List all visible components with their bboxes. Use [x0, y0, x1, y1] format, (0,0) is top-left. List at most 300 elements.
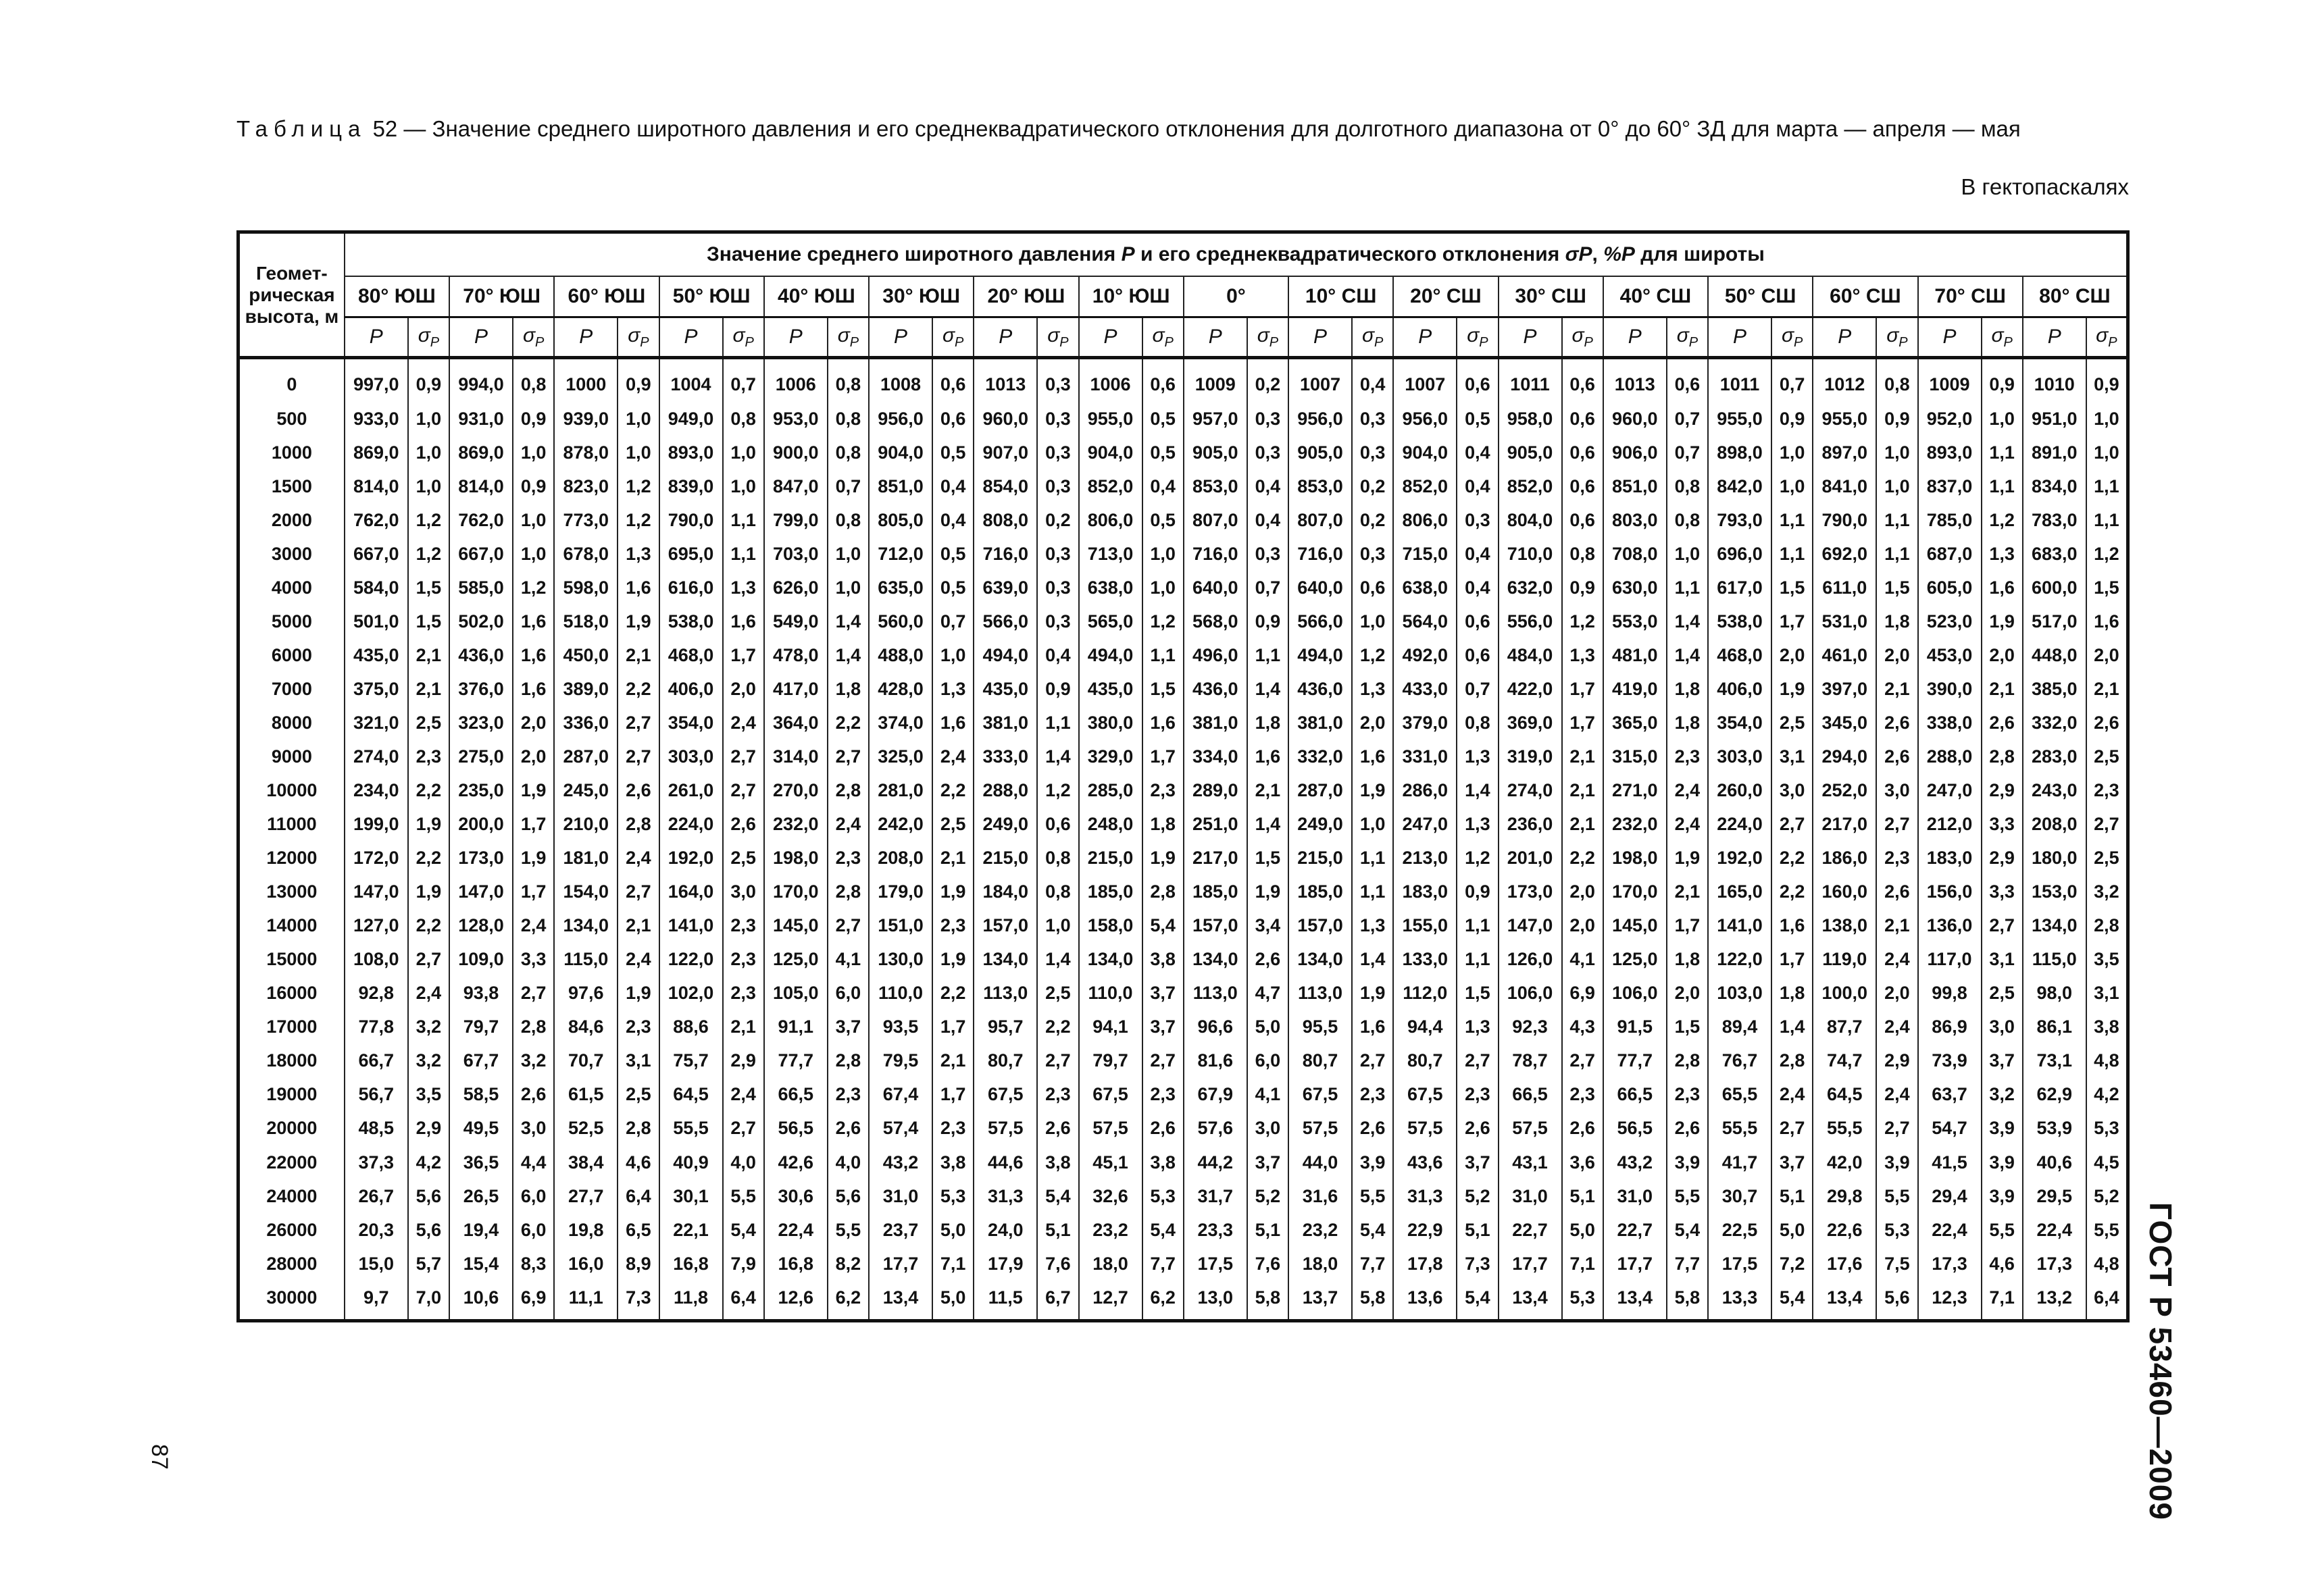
sigma-cell: 2,7	[828, 909, 869, 943]
symbol-header-row	[238, 317, 2128, 358]
pressure-cell: 1011	[1708, 358, 1771, 403]
sigma-cell: 1,9	[408, 875, 449, 909]
pressure-cell: 481,0	[1603, 639, 1667, 673]
pressure-cell: 319,0	[1499, 740, 1562, 774]
sigma-cell: 1,6	[513, 604, 554, 638]
sigma-cell: 0,9	[1876, 402, 1917, 436]
pressure-cell: 842,0	[1708, 469, 1771, 503]
pressure-cell: 598,0	[554, 571, 618, 604]
pressure-cell: 878,0	[554, 436, 618, 469]
pressure-cell: 77,8	[345, 1010, 408, 1044]
sigma-cell: 2,3	[1352, 1078, 1393, 1112]
table-body	[238, 358, 2128, 1321]
sigma-cell: 3,7	[1457, 1145, 1498, 1179]
pressure-cell: 29,5	[2023, 1179, 2086, 1213]
sigma-cell: 2,3	[723, 943, 764, 977]
pressure-cell: 365,0	[1603, 706, 1667, 740]
pressure-cell: 186,0	[1813, 842, 1876, 875]
pressure-cell: 331,0	[1393, 740, 1457, 774]
sigma-cell: 5,0	[1771, 1213, 1813, 1247]
sigma-column-header: $\sigma_P$	[1982, 317, 2023, 358]
sigma-cell: 0,5	[932, 571, 974, 604]
latitude-header: 10° СШ	[1288, 276, 1393, 317]
sigma-cell: 0,6	[1562, 469, 1603, 503]
height-cell: 3000	[238, 537, 345, 571]
pressure-cell: 66,5	[1499, 1078, 1562, 1112]
sigma-cell: 3,2	[408, 1044, 449, 1078]
pressure-cell: 67,5	[1393, 1078, 1457, 1112]
pressure-cell: 381,0	[974, 706, 1037, 740]
sigma-cell: 0,6	[932, 402, 974, 436]
pressure-cell: 949,0	[659, 402, 723, 436]
pressure-cell: 134,0	[2023, 909, 2086, 943]
pressure-cell: 283,0	[2023, 740, 2086, 774]
sigma-cell: 1,1	[1876, 503, 1917, 537]
sigma-cell: 0,3	[1037, 571, 1078, 604]
pressure-cell: 247,0	[1918, 774, 1982, 808]
sigma-cell: 1,6	[513, 639, 554, 673]
pressure-cell: 37,3	[345, 1145, 408, 1179]
sigma-cell: 1,6	[1352, 1010, 1393, 1044]
pressure-cell: 87,7	[1813, 1010, 1876, 1044]
pressure-cell: 156,0	[1918, 875, 1982, 909]
sigma-cell: 2,3	[1037, 1078, 1078, 1112]
pressure-cell: 86,1	[2023, 1010, 2086, 1044]
sigma-cell: 0,4	[1352, 358, 1393, 403]
pressure-cell: 12,7	[1079, 1281, 1142, 1320]
pressure-cell: 127,0	[345, 909, 408, 943]
pressure-cell: 10,6	[449, 1281, 513, 1320]
pressure-cell: 904,0	[1079, 436, 1142, 469]
pressure-cell: 15,4	[449, 1247, 513, 1281]
pressure-cell: 172,0	[345, 842, 408, 875]
pressure-cell: 217,0	[1813, 808, 1876, 842]
height-cell: 0	[238, 358, 345, 403]
pressure-cell: 354,0	[659, 706, 723, 740]
sigma-cell: 3,0	[1876, 774, 1917, 808]
sigma-cell: 2,0	[1876, 977, 1917, 1010]
sigma-cell: 3,9	[1982, 1145, 2023, 1179]
table-row	[238, 808, 2128, 842]
sigma-cell: 1,4	[1037, 740, 1078, 774]
sigma-cell: 0,4	[1037, 639, 1078, 673]
pressure-cell: 155,0	[1393, 909, 1457, 943]
sigma-cell: 2,0	[723, 673, 764, 706]
pressure-cell: 274,0	[1499, 774, 1562, 808]
sigma-cell: 3,0	[513, 1112, 554, 1145]
stub-header: Геомет-рическая высота, м	[238, 232, 345, 358]
table-row	[238, 706, 2128, 740]
sigma-cell: 7,7	[1142, 1247, 1184, 1281]
sigma-cell: 0,4	[1457, 436, 1498, 469]
sigma-cell: 5,1	[1771, 1179, 1813, 1213]
latitude-header: 70° СШ	[1918, 276, 2023, 317]
sigma-cell: 1,4	[828, 604, 869, 638]
sigma-cell: 3,0	[1247, 1112, 1288, 1145]
sigma-cell: 5,1	[1037, 1213, 1078, 1247]
pressure-cell: 134,0	[1184, 943, 1247, 977]
pressure-cell: 110,0	[1079, 977, 1142, 1010]
sigma-cell: 1,1	[1352, 842, 1393, 875]
p-column-header: P	[1918, 317, 1982, 358]
pressure-cell: 18,0	[1079, 1247, 1142, 1281]
sigma-cell: 1,1	[723, 537, 764, 571]
sigma-cell: 1,0	[723, 469, 764, 503]
pressure-cell: 715,0	[1393, 537, 1457, 571]
sigma-cell: 7,2	[1771, 1247, 1813, 1281]
sigma-cell: 2,2	[408, 842, 449, 875]
pressure-cell: 16,8	[764, 1247, 828, 1281]
sigma-cell: 1,0	[1771, 436, 1813, 469]
sigma-cell: 1,0	[1982, 402, 2023, 436]
pressure-cell: 84,6	[554, 1010, 618, 1044]
table-row	[238, 436, 2128, 469]
sigma-cell: 3,4	[1247, 909, 1288, 943]
pressure-cell: 566,0	[974, 604, 1037, 638]
sigma-cell: 2,4	[932, 740, 974, 774]
pressure-cell: 716,0	[1288, 537, 1352, 571]
pressure-cell: 640,0	[1184, 571, 1247, 604]
sigma-cell: 1,1	[1876, 537, 1917, 571]
pressure-cell: 667,0	[345, 537, 408, 571]
pressure-cell: 951,0	[2023, 402, 2086, 436]
sigma-cell: 5,0	[1562, 1213, 1603, 1247]
pressure-cell: 683,0	[2023, 537, 2086, 571]
pressure-cell: 13,4	[1813, 1281, 1876, 1320]
pressure-cell: 147,0	[1499, 909, 1562, 943]
pressure-cell: 611,0	[1813, 571, 1876, 604]
sigma-cell: 0,3	[1247, 436, 1288, 469]
sigma-cell: 4,2	[408, 1145, 449, 1179]
sigma-cell: 1,7	[513, 808, 554, 842]
sigma-cell: 1,5	[1667, 1010, 1708, 1044]
pressure-cell: 30,1	[659, 1179, 723, 1213]
sigma-cell: 0,5	[932, 537, 974, 571]
table-row	[238, 1281, 2128, 1320]
sigma-cell: 4,6	[618, 1145, 659, 1179]
pressure-cell: 236,0	[1499, 808, 1562, 842]
p-column-header: P	[1079, 317, 1142, 358]
sigma-cell: 0,3	[1037, 537, 1078, 571]
sigma-cell: 0,6	[1352, 571, 1393, 604]
pressure-cell: 110,0	[869, 977, 932, 1010]
sigma-cell: 3,1	[618, 1044, 659, 1078]
pressure-cell: 157,0	[1288, 909, 1352, 943]
sigma-cell: 2,0	[1352, 706, 1393, 740]
sigma-cell: 1,6	[723, 604, 764, 638]
sigma-cell: 5,4	[1457, 1281, 1498, 1320]
pressure-cell: 639,0	[974, 571, 1037, 604]
caption-label: Таблица	[236, 116, 367, 141]
pressure-cell: 538,0	[1708, 604, 1771, 638]
pressure-cell: 36,5	[449, 1145, 513, 1179]
pressure-cell: 49,5	[449, 1112, 513, 1145]
sigma-cell: 4,3	[1562, 1010, 1603, 1044]
pressure-cell: 145,0	[1603, 909, 1667, 943]
sigma-cell: 1,5	[1247, 842, 1288, 875]
pressure-cell: 64,5	[659, 1078, 723, 1112]
sigma-cell: 3,6	[1562, 1145, 1603, 1179]
table-row	[238, 1112, 2128, 1145]
sigma-cell: 2,0	[2086, 639, 2128, 673]
pressure-cell: 26,7	[345, 1179, 408, 1213]
sigma-cell: 0,3	[1247, 537, 1288, 571]
sigma-cell: 2,3	[1562, 1078, 1603, 1112]
sigma-cell: 1,0	[618, 436, 659, 469]
pressure-cell: 692,0	[1813, 537, 1876, 571]
pressure-cell: 54,7	[1918, 1112, 1982, 1145]
latitude-header: 80° СШ	[2023, 276, 2128, 317]
pressure-cell: 247,0	[1393, 808, 1457, 842]
sigma-cell: 1,7	[932, 1078, 974, 1112]
sigma-cell: 1,9	[618, 977, 659, 1010]
pressure-cell: 66,7	[345, 1044, 408, 1078]
pressure-cell: 605,0	[1918, 571, 1982, 604]
pressure-cell: 852,0	[1079, 469, 1142, 503]
sigma-cell: 0,4	[1457, 571, 1498, 604]
table-row	[238, 875, 2128, 909]
pressure-cell: 26,5	[449, 1179, 513, 1213]
sigma-cell: 3,9	[1982, 1112, 2023, 1145]
sigma-cell: 7,1	[1562, 1247, 1603, 1281]
pressure-cell: 436,0	[449, 639, 513, 673]
pressure-cell: 29,8	[1813, 1179, 1876, 1213]
sigma-cell: 1,7	[932, 1010, 974, 1044]
pressure-cell: 42,0	[1813, 1145, 1876, 1179]
pressure-cell: 160,0	[1813, 875, 1876, 909]
pressure-cell: 22,6	[1813, 1213, 1876, 1247]
pressure-cell: 869,0	[449, 436, 513, 469]
sigma-cell: 2,3	[2086, 774, 2128, 808]
pressure-cell: 128,0	[449, 909, 513, 943]
pressure-cell: 891,0	[2023, 436, 2086, 469]
sigma-cell: 5,0	[932, 1213, 974, 1247]
standard-designation: ГОСТ Р 53460—2009	[2143, 1202, 2178, 1520]
sigma-cell: 1,0	[513, 537, 554, 571]
pressure-cell: 215,0	[1079, 842, 1142, 875]
sigma-cell: 4,0	[828, 1145, 869, 1179]
sigma-cell: 2,6	[513, 1078, 554, 1112]
sigma-column-header: $\sigma_P$	[1771, 317, 1813, 358]
sigma-cell: 1,8	[1142, 808, 1184, 842]
sigma-cell: 0,3	[1037, 358, 1078, 403]
pressure-cell: 630,0	[1603, 571, 1667, 604]
sigma-cell: 2,1	[932, 842, 974, 875]
pressure-cell: 354,0	[1708, 706, 1771, 740]
pressure-cell: 931,0	[449, 402, 513, 436]
p-column-header: P	[2023, 317, 2086, 358]
sigma-cell: 1,1	[1457, 943, 1498, 977]
pressure-cell: 251,0	[1184, 808, 1247, 842]
pressure-cell: 565,0	[1079, 604, 1142, 638]
sigma-cell: 1,1	[2086, 503, 2128, 537]
pressure-cell: 63,7	[1918, 1078, 1982, 1112]
sigma-cell: 0,9	[1457, 875, 1498, 909]
pressure-cell: 468,0	[1708, 639, 1771, 673]
pressure-cell: 807,0	[1288, 503, 1352, 537]
table-row	[238, 740, 2128, 774]
sigma-cell: 5,0	[932, 1281, 974, 1320]
sigma-cell: 7,5	[1876, 1247, 1917, 1281]
pressure-cell: 81,6	[1184, 1044, 1247, 1078]
sigma-cell: 5,1	[1457, 1213, 1498, 1247]
pressure-cell: 141,0	[1708, 909, 1771, 943]
sigma-cell: 3,2	[2086, 875, 2128, 909]
pressure-cell: 99,8	[1918, 977, 1982, 1010]
sigma-cell: 2,7	[2086, 808, 2128, 842]
sigma-cell: 2,2	[1037, 1010, 1078, 1044]
pressure-cell: 837,0	[1918, 469, 1982, 503]
pressure-cell: 315,0	[1603, 740, 1667, 774]
pressure-cell: 376,0	[449, 673, 513, 706]
caption-number: 52 —	[372, 116, 426, 141]
p-column-header: P	[1813, 317, 1876, 358]
sigma-cell: 2,0	[1771, 639, 1813, 673]
pressure-cell: 74,7	[1813, 1044, 1876, 1078]
pressure-cell: 997,0	[345, 358, 408, 403]
sigma-cell: 2,1	[723, 1010, 764, 1044]
height-cell: 4000	[238, 571, 345, 604]
table-row	[238, 469, 2128, 503]
pressure-cell: 1007	[1393, 358, 1457, 403]
pressure-cell: 17,5	[1708, 1247, 1771, 1281]
sigma-column-header: $\sigma_P$	[1247, 317, 1288, 358]
sigma-cell: 1,9	[1247, 875, 1288, 909]
height-cell: 10000	[238, 774, 345, 808]
pressure-cell: 23,3	[1184, 1213, 1247, 1247]
pressure-cell: 381,0	[1288, 706, 1352, 740]
pressure-cell: 134,0	[1288, 943, 1352, 977]
pressure-cell: 390,0	[1918, 673, 1982, 706]
sigma-cell: 6,4	[618, 1179, 659, 1213]
pressure-cell: 632,0	[1499, 571, 1562, 604]
sigma-cell: 1,3	[1352, 673, 1393, 706]
sigma-cell: 7,3	[618, 1281, 659, 1320]
sigma-cell: 1,2	[1142, 604, 1184, 638]
sigma-cell: 5,6	[828, 1179, 869, 1213]
latitude-header: 70° ЮШ	[449, 276, 554, 317]
sigma-cell: 1,1	[723, 503, 764, 537]
sigma-cell: 5,8	[1352, 1281, 1393, 1320]
sigma-cell: 2,6	[1876, 875, 1917, 909]
sigma-cell: 4,2	[2086, 1078, 2128, 1112]
sigma-cell: 1,0	[1352, 808, 1393, 842]
pressure-cell: 994,0	[449, 358, 513, 403]
sigma-cell: 0,3	[1352, 436, 1393, 469]
pressure-cell: 762,0	[345, 503, 408, 537]
sigma-cell: 3,3	[1982, 808, 2023, 842]
pressure-cell: 29,4	[1918, 1179, 1982, 1213]
sigma-cell: 0,9	[513, 469, 554, 503]
sigma-cell: 5,2	[1247, 1179, 1288, 1213]
pressure-cell: 869,0	[345, 436, 408, 469]
pressure-cell: 839,0	[659, 469, 723, 503]
sigma-cell: 6,4	[2086, 1281, 2128, 1320]
pressure-cell: 91,1	[764, 1010, 828, 1044]
pressure-cell: 17,3	[1918, 1247, 1982, 1281]
sigma-cell: 1,6	[618, 571, 659, 604]
sigma-cell: 3,7	[1142, 1010, 1184, 1044]
pressure-cell: 235,0	[449, 774, 513, 808]
table-row	[238, 1179, 2128, 1213]
sigma-cell: 2,5	[2086, 842, 2128, 875]
sigma-column-header: $\sigma_P$	[1352, 317, 1393, 358]
pressure-cell: 785,0	[1918, 503, 1982, 537]
sigma-cell: 1,9	[408, 808, 449, 842]
sigma-cell: 5,2	[2086, 1179, 2128, 1213]
sigma-cell: 6,2	[1142, 1281, 1184, 1320]
pressure-cell: 122,0	[1708, 943, 1771, 977]
sigma-cell: 3,1	[1982, 943, 2023, 977]
pressure-cell: 716,0	[1184, 537, 1247, 571]
sigma-cell: 1,9	[1667, 842, 1708, 875]
sigma-cell: 0,7	[1667, 402, 1708, 436]
sigma-cell: 3,5	[2086, 943, 2128, 977]
sigma-cell: 6,5	[618, 1213, 659, 1247]
sigma-cell: 2,9	[1876, 1044, 1917, 1078]
sigma-cell: 1,4	[1247, 808, 1288, 842]
pressure-cell: 62,9	[2023, 1078, 2086, 1112]
pressure-cell: 170,0	[1603, 875, 1667, 909]
pressure-cell: 13,4	[869, 1281, 932, 1320]
pressure-cell: 91,5	[1603, 1010, 1667, 1044]
sigma-cell: 0,9	[2086, 358, 2128, 403]
pressure-cell: 900,0	[764, 436, 828, 469]
sigma-cell: 2,1	[408, 639, 449, 673]
pressure-cell: 252,0	[1813, 774, 1876, 808]
pressure-cell: 65,5	[1708, 1078, 1771, 1112]
pressure-cell: 667,0	[449, 537, 513, 571]
sigma-cell: 0,7	[828, 469, 869, 503]
pressure-cell: 287,0	[1288, 774, 1352, 808]
sigma-cell: 1,1	[1771, 537, 1813, 571]
height-cell: 24000	[238, 1179, 345, 1213]
sigma-cell: 2,2	[618, 673, 659, 706]
sigma-cell: 1,2	[618, 503, 659, 537]
pressure-cell: 67,9	[1184, 1078, 1247, 1112]
sigma-cell: 5,7	[408, 1247, 449, 1281]
pressure-cell: 93,8	[449, 977, 513, 1010]
pressure-cell: 332,0	[2023, 706, 2086, 740]
pressure-cell: 183,0	[1393, 875, 1457, 909]
pressure-cell: 93,5	[869, 1010, 932, 1044]
pressure-cell: 13,2	[2023, 1281, 2086, 1320]
pressure-cell: 173,0	[449, 842, 513, 875]
sigma-cell: 4,1	[1562, 943, 1603, 977]
pressure-cell: 30,6	[764, 1179, 828, 1213]
pressure-cell: 814,0	[449, 469, 513, 503]
p-column-header: P	[554, 317, 618, 358]
sigma-cell: 1,0	[513, 436, 554, 469]
sigma-cell: 1,0	[1352, 604, 1393, 638]
pressure-cell: 76,7	[1708, 1044, 1771, 1078]
pressure-cell: 38,4	[554, 1145, 618, 1179]
sigma-cell: 1,6	[1982, 571, 2023, 604]
pressure-cell: 30,7	[1708, 1179, 1771, 1213]
pressure-cell: 134,0	[554, 909, 618, 943]
p-column-header: P	[1499, 317, 1562, 358]
sigma-cell: 2,2	[932, 774, 974, 808]
pressure-cell: 56,5	[1603, 1112, 1667, 1145]
sigma-cell: 0,9	[513, 402, 554, 436]
pressure-cell: 956,0	[869, 402, 932, 436]
sigma-cell: 5,5	[1667, 1179, 1708, 1213]
pressure-cell: 13,0	[1184, 1281, 1247, 1320]
table-row	[238, 571, 2128, 604]
sigma-cell: 0,5	[1457, 402, 1498, 436]
p-column-header: P	[1288, 317, 1352, 358]
sigma-cell: 1,7	[1562, 706, 1603, 740]
